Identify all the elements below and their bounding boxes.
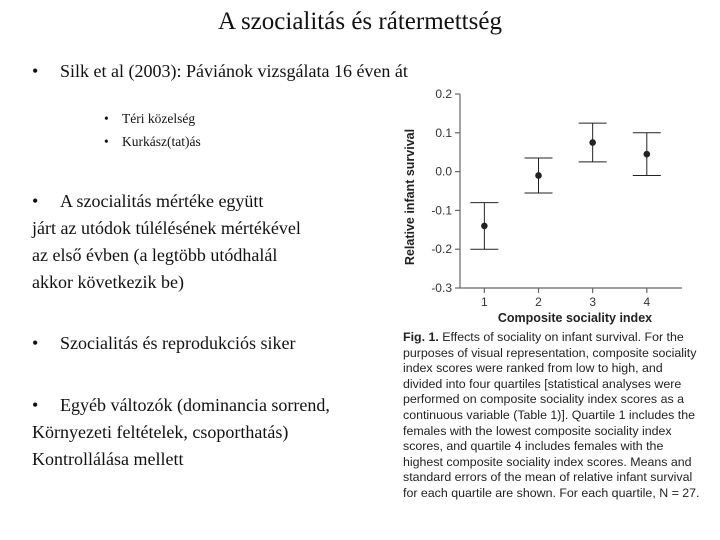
data-point [644,151,651,158]
x-axis-label: Composite sociality index [497,311,653,325]
y-tick-label: -0.3 [431,281,452,295]
data-point [589,139,596,146]
bullet-silk-study [32,61,408,82]
bullet-line-text: A szocialitás mértéke együtt [60,191,264,211]
chart-svg [398,82,698,327]
bullet-line: Környezeti feltételek, csoporthatás) [32,422,289,442]
caption-label: Fig. 1. [403,330,439,344]
y-tick-label: -0.2 [431,242,452,257]
y-tick-label: 0.1 [435,125,452,140]
bullet-line-text: Egyéb változók (dominancia sorrend, [60,395,330,415]
sub-bullet-spatial-proximity [104,111,195,127]
slide-title: A szocialitás és rátermettség [218,8,502,35]
x-tick-label: 3 [589,295,597,309]
x-tick-label: 1 [481,295,488,309]
bullet-text: Szocialitás és reprodukciós siker [60,333,296,353]
bullet-line: járt az utódok túlélésének mértékével [32,218,301,238]
chart-axes [403,87,682,325]
bullet-symbol: • [32,333,39,353]
figure-caption [403,330,703,502]
infant-survival-chart [398,82,698,327]
data-point [481,223,488,230]
data-point [535,172,542,179]
y-tick-label: -0.1 [431,203,452,218]
bullet-symbol: • [32,61,39,81]
sub-bullet-grooming [104,134,201,150]
x-tick-label: 4 [643,295,651,309]
bullet-line: akkor következik be) [32,272,184,292]
bullet-line [32,392,330,419]
bullet-controlled-variables [32,392,330,473]
x-tick-label: 2 [535,295,542,309]
y-tick-label: 0.0 [435,164,452,179]
bullet-line: Kontrollálása mellett [32,449,184,469]
sub-bullet-symbol: • [104,134,109,149]
chart-marks [470,123,660,249]
bullet-line: az első évben (a legtöbb utódhalál [32,245,278,265]
bullet-reproductive-success [32,333,295,354]
bullet-text: Silk et al (2003): Páviánok vizsgálata 16 éven át [60,61,408,81]
bullet-sociality-survival [32,188,301,296]
y-tick-label: 0.2 [435,87,452,101]
y-axis-label: Relative infant survival [403,128,417,266]
bullet-symbol: • [32,191,39,211]
bullet-line [32,188,301,215]
bullet-symbol: • [32,395,39,415]
sub-bullet-text: Kurkász(tat)ás [122,134,201,149]
sub-bullet-symbol: • [104,111,109,126]
caption-text: Effects of sociality on infant survival. For the purposes of visual representation, composite sociality index scores were ranked from low to high, and divided into four quartiles [statistical analyses were performed on composite sociality index scores as a continuous variable (Table 1)]. Quartile 1 includes the females with the lowest composite sociality index scores, and quartile 4 includes females with the highest composite sociality index scores. Means and standard errors of the mean of relative infant survival for each quartile are shown. For each quartile, N = 27. [403,330,700,500]
sub-bullet-text: Téri közelség [122,111,196,126]
